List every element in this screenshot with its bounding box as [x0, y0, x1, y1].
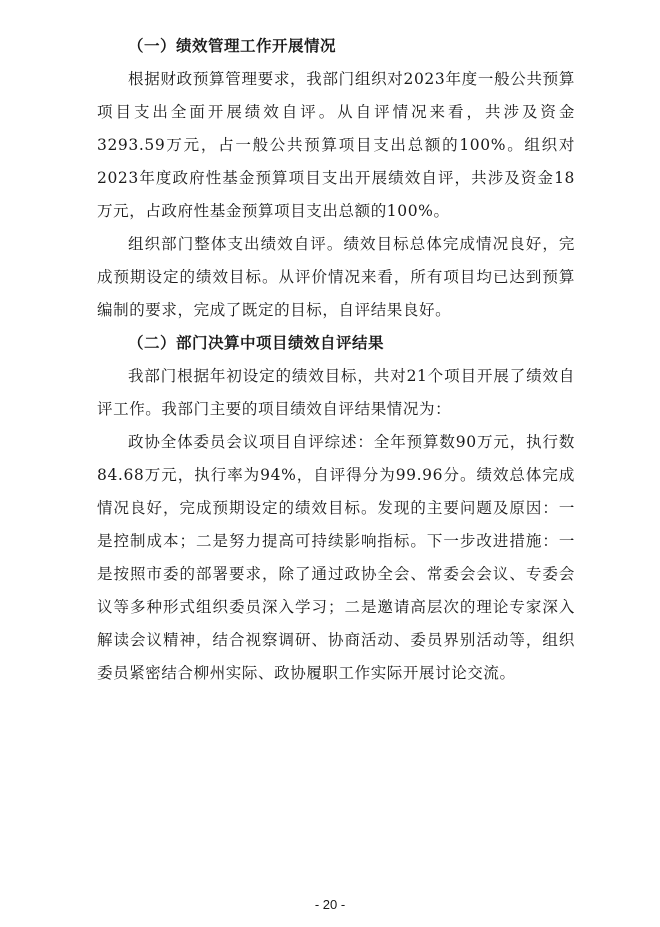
section-2-paragraph-2: 政协全体委员会议项目自评综述：全年预算数90万元，执行数84.68万元，执行率为94%，自评得分为99.96分。绩效总体完成情况良好，完成预期设定的绩效目标。发现的主要问题及原因：一是控制成本；二是努力提高可持续影响指标。下一步改进措施：一是按照市委的部署要求，除了通过政协全会、常委会会议、专委会议等多种形式组织委员深入学习；二是邀请高层次的理论专家深入解读会议精神，结合视察调研、协商活动、委员界别活动等，组织委员紧密结合柳州实际、政协履职工作实际开展讨论交流。: [97, 433, 575, 682]
section-1-paragraph-2: 组织部门整体支出绩效自评。绩效目标总体完成情况良好，完成预期设定的绩效目标。从评价情况来看，所有项目均已达到预算编制的要求，完成了既定的目标，自评结果良好。: [97, 235, 575, 319]
document-page: [97, 30, 575, 690]
page-number: - 20 -: [314, 897, 346, 912]
section-2-heading: （二）部门决算中项目绩效自评结果: [128, 334, 385, 352]
section-1-paragraph-1: 根据财政预算管理要求，我部门组织对2023年度一般公共预算项目支出全面开展绩效自评。从自评情况来看，共涉及资金3293.59万元，占一般公共预算项目支出总额的100%。组织对2023年度政府性基金预算项目支出开展绩效自评，共涉及资金18万元，占政府性基金预算项目支出总额的100%。: [97, 70, 575, 220]
section-1-heading: （一）绩效管理工作开展情况: [128, 37, 337, 55]
section-2-paragraph-1: 我部门根据年初设定的绩效目标，共对21个项目开展了绩效自评工作。我部门主要的项目绩效自评结果情况为：: [97, 367, 575, 418]
